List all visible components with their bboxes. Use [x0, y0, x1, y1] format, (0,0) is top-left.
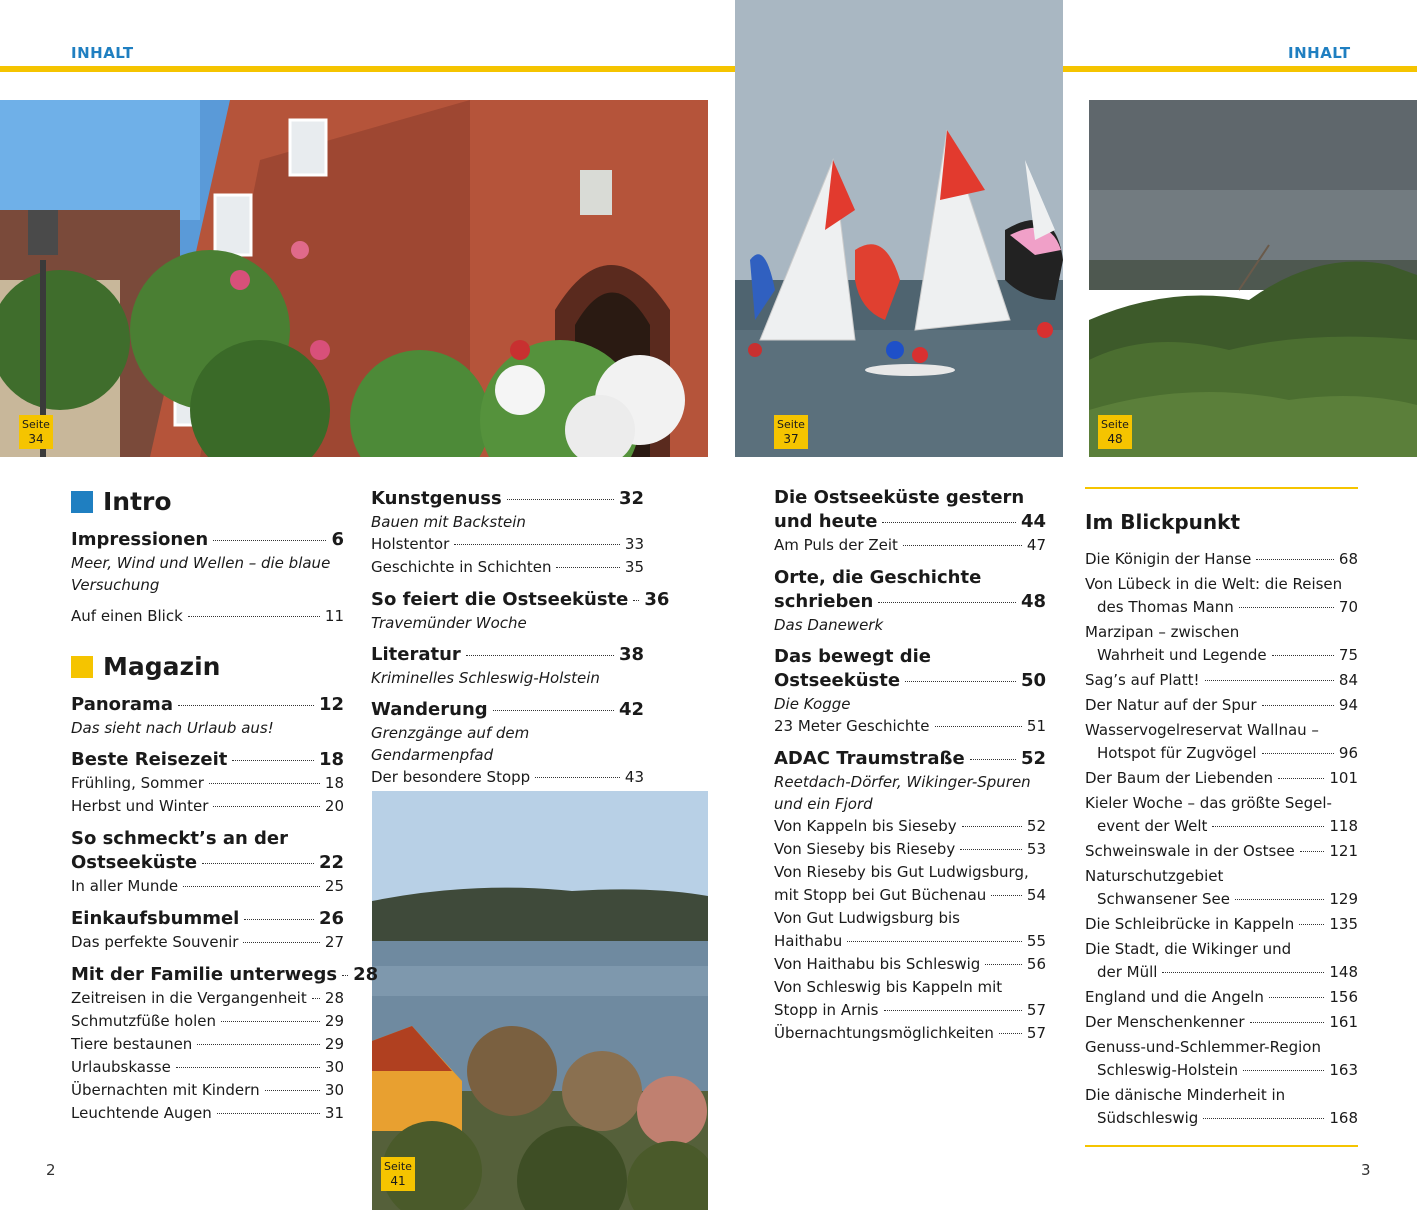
- entry-title: So schmeckt’s an der: [71, 828, 289, 849]
- entry-page: 18: [318, 749, 344, 770]
- entry-title: Die Königin der Hanse: [1085, 550, 1252, 568]
- entry-page: 26: [318, 908, 344, 929]
- entry-page: 33: [624, 535, 644, 553]
- entry-page: 18: [324, 774, 344, 792]
- toc-entry-adac[interactable]: [774, 747, 1046, 1045]
- entry-title: event der Welt: [1097, 817, 1208, 835]
- seite-label: Seite: [384, 1160, 412, 1173]
- entry-title: und heute: [774, 511, 878, 532]
- toc-entry-panorama[interactable]: [71, 693, 344, 739]
- entry-subtitle: Grenzgänge auf dem Gendarmenpfad: [371, 724, 530, 764]
- entry-title: Die Schleibrücke in Kappeln: [1085, 915, 1295, 933]
- entry-page: 30: [324, 1081, 344, 1099]
- entry-page: 156: [1329, 988, 1358, 1006]
- entry-title: 23 Meter Geschichte: [774, 717, 930, 735]
- entry-title: Sag’s auf Platt!: [1085, 671, 1200, 689]
- entry-page: 94: [1338, 696, 1358, 714]
- entry-page: 42: [618, 699, 644, 720]
- entry-subtitle: Die Kogge: [774, 695, 851, 713]
- regatta-illustration: [735, 0, 1063, 457]
- entry-subtitle: Meer, Wind und Wellen – die blaue Versuchung: [71, 554, 331, 594]
- toc-column-3: [774, 486, 1046, 1054]
- toc-entry-einkaufsbummel[interactable]: [71, 907, 344, 954]
- toc-entry-hanse[interactable]: [1085, 548, 1358, 571]
- entry-page: 75: [1338, 646, 1358, 664]
- entry-page: 51: [1026, 717, 1046, 735]
- toc-entry-schwansen[interactable]: [1085, 865, 1358, 911]
- header-label-left: INHALT: [71, 44, 134, 62]
- seite-badge-48: [1098, 415, 1132, 449]
- entry-page: 129: [1329, 890, 1358, 908]
- entry-title: Das bewegt die: [774, 646, 932, 667]
- magazin-square-icon: [71, 656, 93, 678]
- entry-title: Marzipan – zwischen: [1085, 623, 1240, 641]
- seite-number: 34: [28, 432, 44, 446]
- entry-page: 30: [324, 1058, 344, 1076]
- entry-title: Schwansener See: [1097, 890, 1230, 908]
- entry-page: 168: [1329, 1109, 1358, 1127]
- toc-entry-genuss[interactable]: [1085, 1036, 1358, 1082]
- photo-schlei-landscape: [372, 791, 708, 1210]
- header-label-right: INHALT: [1288, 44, 1351, 62]
- entry-page: 20: [324, 797, 344, 815]
- entry-subtitle: Das sieht nach Urlaub aus!: [71, 719, 274, 737]
- toc-entry-wallnau[interactable]: [1085, 719, 1358, 765]
- entry-page: 121: [1329, 842, 1358, 860]
- entry-page: 50: [1020, 670, 1046, 691]
- toc-column-1: [71, 487, 379, 1134]
- entry-title: Herbst und Winter: [71, 797, 209, 815]
- section-intro: [71, 487, 344, 516]
- entry-title: Schweinswale in der Ostsee: [1085, 842, 1295, 860]
- toc-entry-auf-einen-blick[interactable]: [71, 605, 344, 628]
- entry-title: Wanderung: [371, 699, 488, 720]
- entry-title: Beste Reisezeit: [71, 749, 228, 770]
- entry-title: Tiere bestaunen: [71, 1035, 193, 1053]
- entry-title: Kunstgenuss: [371, 488, 502, 509]
- entry-title: England und die Angeln: [1085, 988, 1264, 1006]
- entry-title: Am Puls der Zeit: [774, 536, 898, 554]
- blickpunkt-rule-top: [1085, 487, 1358, 489]
- entry-title: Übernachtungsmöglichkeiten: [774, 1024, 994, 1042]
- brick-house-illustration: [0, 100, 708, 457]
- entry-title: Orte, die Geschichte: [774, 567, 982, 588]
- toc-entry-minderheit[interactable]: [1085, 1084, 1358, 1130]
- entry-title: Impressionen: [71, 529, 209, 550]
- entry-page: 96: [1338, 744, 1358, 762]
- entry-page: 57: [1026, 1001, 1046, 1019]
- entry-page: 148: [1329, 963, 1358, 981]
- entry-title: Der Menschenkenner: [1085, 1013, 1245, 1031]
- entry-page: 118: [1329, 817, 1358, 835]
- entry-page: 161: [1329, 1013, 1358, 1031]
- toc-entry-natur[interactable]: [1085, 694, 1358, 717]
- entry-page: 6: [331, 529, 344, 550]
- entry-page: 28: [324, 989, 344, 1007]
- section-title: Intro: [103, 487, 172, 516]
- toc-entry-baum[interactable]: [1085, 767, 1358, 790]
- section-magazin: [71, 652, 344, 681]
- seite-badge-37: [774, 415, 808, 449]
- entry-page: 52: [1020, 748, 1046, 769]
- entry-subtitle: Travemünder Woche: [371, 614, 527, 632]
- entry-page: 43: [624, 768, 644, 786]
- danewerk-illustration: [1089, 100, 1417, 457]
- toc-entry-feiert[interactable]: [371, 588, 670, 634]
- toc-entry-wikinger[interactable]: [1085, 938, 1358, 984]
- entry-page: 44: [1020, 511, 1046, 532]
- entry-title: Die dänische Minderheit in: [1085, 1086, 1286, 1104]
- entry-page: 70: [1338, 598, 1358, 616]
- entry-title: So feiert die Ostseeküste: [371, 589, 629, 610]
- intro-square-icon: [71, 491, 93, 513]
- entry-title: schrieben: [774, 591, 874, 612]
- entry-page: 29: [324, 1035, 344, 1053]
- entry-page: 27: [324, 933, 344, 951]
- entry-page: 29: [324, 1012, 344, 1030]
- entry-title: Von Gut Ludwigsburg bis: [774, 909, 960, 927]
- toc-entry-kunstgenuss[interactable]: [371, 487, 644, 579]
- entry-page: 11: [324, 607, 344, 625]
- blickpunkt-title: Im Blickpunkt: [1085, 510, 1241, 534]
- toc-entry-literatur[interactable]: [371, 643, 644, 689]
- entry-title: Wasservogelreservat Wallnau –: [1085, 721, 1319, 739]
- entry-title: Kieler Woche – das größte Segel-: [1085, 794, 1332, 812]
- entry-title: Schmutzfüße holen: [71, 1012, 216, 1030]
- entry-title: des Thomas Mann: [1097, 598, 1234, 616]
- entry-title: Von Lübeck in die Welt: die Reisen: [1085, 575, 1343, 593]
- entry-page: 25: [324, 877, 344, 895]
- entry-page: 35: [624, 558, 644, 576]
- toc-entry-schleibruecke[interactable]: [1085, 913, 1358, 936]
- toc-entry-kieler[interactable]: [1085, 792, 1358, 838]
- entry-title: Stopp in Arnis: [774, 1001, 879, 1019]
- entry-title: Das perfekte Souvenir: [71, 933, 239, 951]
- entry-page: 68: [1338, 550, 1358, 568]
- entry-title: Panorama: [71, 694, 173, 715]
- schlei-illustration: [372, 791, 708, 1210]
- entry-page: 54: [1026, 886, 1046, 904]
- toc-entry-schmeckt[interactable]: [71, 827, 344, 898]
- entry-page: 36: [644, 589, 670, 610]
- entry-title: Auf einen Blick: [71, 607, 183, 625]
- header-rule-left: [0, 66, 735, 72]
- entry-title: Von Sieseby bis Rieseby: [774, 840, 956, 858]
- entry-title: Einkaufsbummel: [71, 908, 240, 929]
- toc-entry-platt[interactable]: [1085, 669, 1358, 692]
- entry-title: Genuss-und-Schlemmer-Region: [1085, 1038, 1321, 1056]
- entry-title: ADAC Traumstraße: [774, 748, 965, 769]
- entry-title: Die Stadt, die Wikinger und: [1085, 940, 1292, 958]
- entry-title: Ostseeküste: [774, 670, 901, 691]
- toc-entry-impressionen[interactable]: [71, 528, 344, 596]
- toc-entry-menschenkenner[interactable]: [1085, 1011, 1358, 1034]
- entry-page: 56: [1026, 955, 1046, 973]
- entry-page: 47: [1026, 536, 1046, 554]
- entry-title: Mit der Familie unterwegs: [71, 964, 338, 985]
- entry-page: 55: [1026, 932, 1046, 950]
- seite-label: Seite: [777, 418, 805, 431]
- entry-page: 32: [618, 488, 644, 509]
- entry-page: 84: [1338, 671, 1358, 689]
- entry-page: 163: [1329, 1061, 1358, 1079]
- entry-title: Geschichte in Schichten: [371, 558, 552, 576]
- toc-entry-bewegt[interactable]: [774, 645, 1046, 738]
- entry-title: Frühling, Sommer: [71, 774, 204, 792]
- toc-entry-wanderung[interactable]: [371, 698, 644, 789]
- entry-page: 101: [1329, 769, 1358, 787]
- seite-label: Seite: [22, 418, 50, 431]
- toc-entry-angeln[interactable]: [1085, 986, 1358, 1009]
- toc-entry-marzipan[interactable]: [1085, 621, 1358, 667]
- entry-title: Von Haithabu bis Schleswig: [774, 955, 981, 973]
- entry-page: 48: [1020, 591, 1046, 612]
- entry-subtitle: Bauen mit Backstein: [371, 513, 526, 531]
- section-title: Magazin: [103, 652, 221, 681]
- toc-column-blickpunkt: [1085, 510, 1358, 1132]
- toc-entry-familie[interactable]: [71, 963, 379, 1125]
- page-number-left: 2: [46, 1161, 56, 1179]
- entry-title: Zeitreisen in die Vergangenheit: [71, 989, 307, 1007]
- entry-title: In aller Munde: [71, 877, 179, 895]
- entry-page: 38: [618, 644, 644, 665]
- entry-title: Von Schleswig bis Kappeln mit: [774, 978, 1003, 996]
- entry-title: Der besondere Stopp: [371, 768, 531, 786]
- entry-title: Die Ostseeküste gestern: [774, 487, 1025, 508]
- toc-entry-gestern[interactable]: [774, 486, 1046, 557]
- toc-entry-schweinswale[interactable]: [1085, 840, 1358, 863]
- entry-subtitle: Das Danewerk: [774, 616, 884, 634]
- entry-page: 52: [1026, 817, 1046, 835]
- entry-title: Südschleswig: [1097, 1109, 1199, 1127]
- entry-subtitle: Kriminelles Schleswig-Holstein: [371, 669, 600, 687]
- entry-title: Ostseeküste: [71, 852, 198, 873]
- photo-danewerk: [1089, 100, 1417, 457]
- entry-page: 28: [353, 964, 379, 985]
- entry-title: Literatur: [371, 644, 461, 665]
- entry-page: 12: [318, 694, 344, 715]
- seite-number: 37: [783, 432, 799, 446]
- entry-page: 22: [318, 852, 344, 873]
- entry-title: Wahrheit und Legende: [1097, 646, 1267, 664]
- entry-title: Der Natur auf der Spur: [1085, 696, 1257, 714]
- header-rule-right: [1063, 66, 1417, 72]
- entry-page: 31: [324, 1104, 344, 1122]
- entry-subtitle: Reetdach-Dörfer, Wikinger-Spuren und ein Fjord: [774, 773, 1031, 813]
- entry-page: 135: [1329, 915, 1358, 933]
- entry-title: Urlaubskasse: [71, 1058, 171, 1076]
- seite-label: Seite: [1101, 418, 1129, 431]
- toc-entry-luebeck[interactable]: [1085, 573, 1358, 619]
- entry-title: Holstentor: [371, 535, 450, 553]
- entry-title: Schleswig-Holstein: [1097, 1061, 1239, 1079]
- seite-badge-41: [381, 1157, 415, 1191]
- photo-sailing-regatta: [735, 0, 1063, 457]
- entry-title: Hotspot für Zugvögel: [1097, 744, 1257, 762]
- toc-column-2: [371, 487, 670, 798]
- seite-number: 48: [1107, 432, 1123, 446]
- photo-brick-house: [0, 100, 708, 457]
- seite-badge-34: [19, 415, 53, 449]
- entry-title: Übernachten mit Kindern: [71, 1081, 260, 1099]
- entry-title: Von Kappeln bis Sieseby: [774, 817, 957, 835]
- entry-title: Der Baum der Liebenden: [1085, 769, 1274, 787]
- entry-page: 53: [1026, 840, 1046, 858]
- entry-title: Naturschutzgebiet: [1085, 867, 1224, 885]
- entry-title: mit Stopp bei Gut Büchenau: [774, 886, 987, 904]
- page-number-right: 3: [1361, 1161, 1371, 1179]
- toc-entry-beste-reisezeit[interactable]: [71, 748, 344, 818]
- entry-title: Leuchtende Augen: [71, 1104, 212, 1122]
- seite-number: 41: [390, 1174, 406, 1188]
- entry-title: Von Rieseby bis Gut Ludwigsburg,: [774, 863, 1029, 881]
- blickpunkt-rule-bottom: [1085, 1145, 1358, 1147]
- entry-title: der Müll: [1097, 963, 1158, 981]
- toc-entry-orte[interactable]: [774, 566, 1046, 636]
- entry-title: Haithabu: [774, 932, 843, 950]
- entry-page: 57: [1026, 1024, 1046, 1042]
